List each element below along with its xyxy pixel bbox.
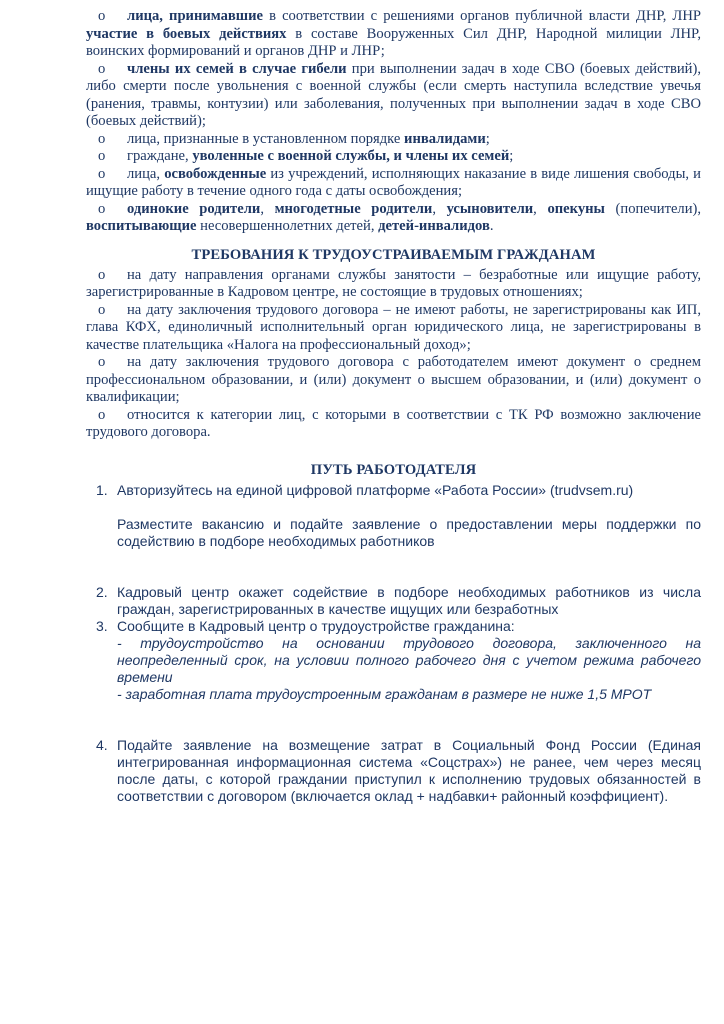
bullet-marker: o <box>98 354 106 370</box>
list-item: o лица, принимавшие в соответствии с решениями органов публичной власти ДНР, ЛНР участие в боевых действиях в составе Вооруженных Сил ДНР, Народной милиции ЛНР, воинских формирований и органов ДНР и ЛНР; <box>86 8 701 59</box>
step-subpoint: - трудоустройство на основании трудового договора, заключенного на неопределенный срок, на условии полного рабочего дня с учетом режима рабочего времени <box>117 634 701 685</box>
step-subpoint: - заработная плата трудоустроенным гражданам в размере не ниже 1,5 МРОТ <box>117 685 652 702</box>
list-item: o одинокие родители, многодетные родители, усыновители, опекуны (попечители), воспитывающие несовершеннолетних детей, детей-инвалидов. <box>86 200 702 234</box>
step-text: Подайте заявление на возмещение затрат в Социальный Фонд России (Единая интегрированная информационная система «Соцстрах») не ранее, чем через месяц после даты, с которой граждании приступил к исполнению трудовых обязанностей в соответствии с договором (включается оклад + надбавки+ районный коэффициент). <box>117 736 701 804</box>
list-item: o лица, освобожденные из учреждений, исполняющих наказание в виде лишения свободы, и ищущие работу в течение одного года с даты освобождения; <box>86 165 701 199</box>
step-number: 1. <box>96 481 108 498</box>
step-text: Кадровый центр окажет содействие в подборе необходимых работников из числа граждан, зарегистрированных в качестве ищущих или безработных <box>117 583 701 617</box>
bullet-marker: o <box>98 148 106 164</box>
employer-path-section <box>86 462 701 805</box>
list-item: o на дату направления органами службы занятости – безработные или ищущие работу, зарегистрированные в Кадровом центре, не состоящие в трудовых отношениях; <box>86 266 701 300</box>
bullet-marker: o <box>98 301 106 318</box>
step-item <box>86 482 701 550</box>
step-item <box>86 618 701 703</box>
list-item: o на дату заключения трудового договора – не имеют работы, не зарегистрированы как ИП, глава КФХ, единоличный исполнительный орган юридического лица, не зарегистрированы в качестве плательщика «Налога на профессиональный доход»; <box>86 301 701 353</box>
list-item: o граждане, уволенные с военной службы, и члены их семей; <box>86 148 701 166</box>
step-text: Авторизуйтесь на единой цифровой платформе «Работа России» (trudvsem.ru) <box>117 481 634 498</box>
step-text: Сообщите в Кадровый центр о трудоустройстве гражданина: <box>117 617 515 634</box>
section-heading: ТРЕБОВАНИЯ К ТРУДОУСТРАИВАЕМЫМ ГРАЖДАНАМ <box>191 247 596 263</box>
citizen-categories-list <box>86 8 701 236</box>
step-number: 4. <box>96 736 108 753</box>
requirements-section <box>86 247 701 442</box>
step-item <box>86 584 701 618</box>
bullet-marker: o <box>98 165 106 182</box>
bullet-marker: o <box>98 8 106 24</box>
list-item: o члены их семей в случае гибели при выполнении задач в ходе СВО (боевых действий), либо смерти после увольнения с военной службы (если смерть наступила вследствие увечья (ранения, травмы, контузии) или заболевания, полученных при выполнении задач в ходе СВО (боевых действий); <box>86 60 701 129</box>
section-heading: ПУТЬ РАБОТОДАТЕЛЯ <box>310 462 477 478</box>
bullet-marker: o <box>98 406 106 423</box>
bullet-marker: o <box>98 200 106 217</box>
step-item <box>86 737 701 805</box>
list-item: o относится к категории лиц, с которыми в соответствии с ТК РФ возможно заключение трудового договора. <box>86 406 701 440</box>
list-item: o лица, признанные в установленном порядке инвалидами; <box>86 131 701 149</box>
bullet-marker: o <box>98 266 106 283</box>
step-extra-text: Разместите вакансию и подайте заявление о предоставлении меры поддержки по содействию в подборе необходимых работников <box>117 515 701 549</box>
bullet-marker: o <box>98 60 106 77</box>
step-number: 2. <box>96 583 108 600</box>
bullet-marker: o <box>98 130 106 147</box>
step-number: 3. <box>96 617 108 634</box>
list-item: o на дату заключения трудового договора с работодателем имеют документ о среднем профессиональном образовании, и (или) документ о высшем образовании, и (или) документ о квалификации; <box>86 354 701 405</box>
